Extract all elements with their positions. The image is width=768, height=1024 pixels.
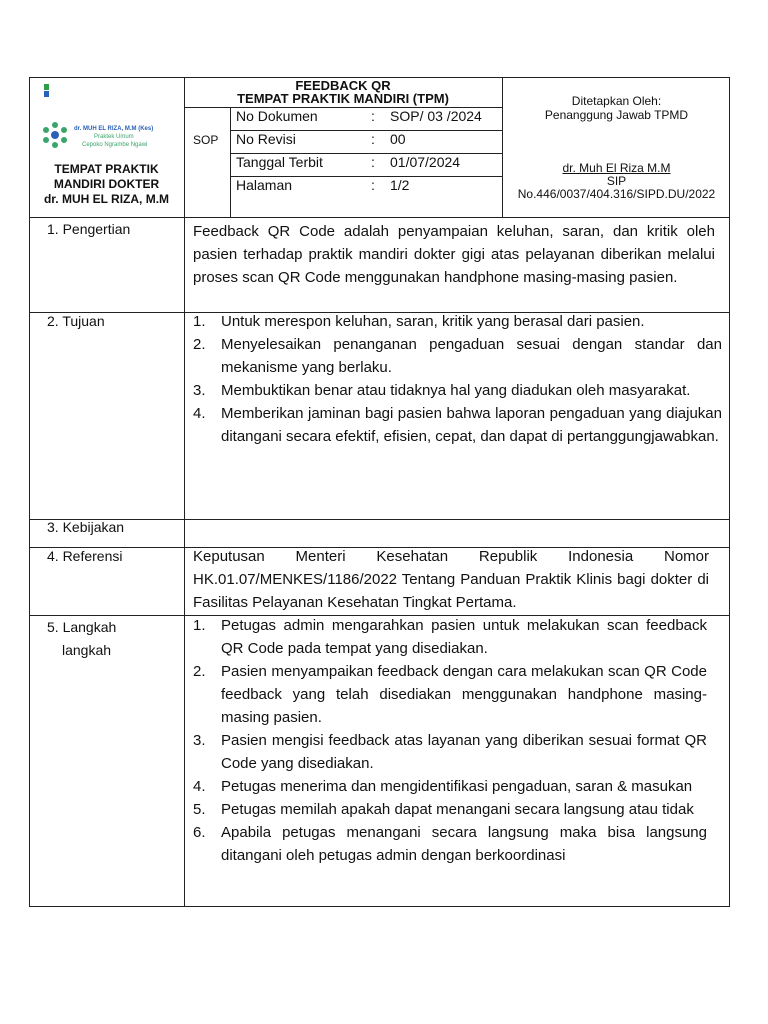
- approval-sip-label: SIP: [606, 174, 627, 188]
- list-item: [185, 333, 722, 379]
- list-item: [185, 798, 707, 821]
- list-item-text: Membuktikan benar atau tidaknya hal yang diadukan oleh masyarakat.: [221, 382, 691, 399]
- approval-line-2: Penanggung Jawab TPMD: [544, 108, 689, 122]
- sop-label: SOP: [193, 133, 219, 147]
- list-item-text: Petugas memilah apakah dapat menangani secara langsung atau tidak: [221, 801, 694, 818]
- list-item-text: Pasien mengisi feedback atas layanan yang diberikan sesuai format QR Code yang disediakan.: [221, 732, 707, 772]
- list-item-number: 1.: [193, 313, 206, 330]
- section-text-referensi: Keputusan Menteri Kesehatan Republik Indonesia Nomor HK.01.07/MENKES/1186/2022 Tentang Panduan Praktik Klinis bagi dokter di Fasilitas Pelayanan Kesehatan Tingkat Pertama.: [193, 548, 709, 611]
- list-item-text: Petugas admin mengarahkan pasien untuk melakukan scan feedback QR Code pada tempat yang disediakan.: [221, 617, 707, 657]
- clinic-logo-icon: [40, 120, 70, 150]
- approval-name: dr. Muh El Riza M.M: [562, 161, 671, 175]
- section-label-langkah: [47, 616, 116, 662]
- meta-value-no-dokumen: SOP/ 03 /2024: [390, 108, 482, 124]
- meta-value-no-revisi: 00: [390, 131, 406, 147]
- approval-signatory: [503, 162, 730, 201]
- list-item-number: 2.: [193, 663, 206, 680]
- langkah-label-line-1: 5. Langkah: [47, 619, 117, 635]
- section-label-pengertian: 1. Pengertian: [47, 221, 131, 237]
- logo-caption: [74, 125, 153, 149]
- approval-sip-number: No.446/0037/404.316/SIPD.DU/2022: [517, 187, 716, 201]
- meta-sep: :: [371, 108, 375, 124]
- section-text-pengertian: Feedback QR Code adalah penyampaian keluhan, saran, dan kritik oleh pasien terhadap praktik mandiri dokter gigi atas pelayanan diberikan melalui proses scan QR Code menggunakan handphone masing-masing pasien.: [193, 223, 715, 286]
- tujuan-list: [185, 310, 722, 448]
- sop-divider: [230, 107, 231, 217]
- meta-sep: :: [371, 131, 375, 147]
- list-item: [185, 379, 722, 402]
- meta-key-no-revisi: No Revisi: [236, 131, 296, 147]
- list-item: [185, 821, 707, 867]
- section-label-kebijakan: 3. Kebijakan: [47, 519, 125, 535]
- langkah-label-line-2: langkah: [62, 642, 112, 658]
- list-item-number: 3.: [193, 382, 206, 399]
- list-item-text: Pasien menyampaikan feedback dengan cara melakukan scan QR Code feedback yang telah disediakan menggunakan handphone masing-masing pasien.: [221, 663, 707, 726]
- list-item: [185, 660, 707, 729]
- logo-caption-line3: Cepoko Ngrambe Ngawi: [82, 142, 148, 148]
- meta-value-halaman: 1/2: [390, 177, 410, 193]
- list-item-number: 4.: [193, 778, 206, 795]
- meta-sep: :: [371, 154, 375, 170]
- section-label-referensi: 4. Referensi: [47, 548, 123, 564]
- logo-flag-icon: [44, 84, 49, 97]
- document-title: [184, 79, 502, 105]
- org-line-2: MANDIRI DOKTER: [53, 177, 160, 191]
- approval-line-1: Ditetapkan Oleh:: [571, 94, 662, 108]
- list-item-text: Petugas menerima dan mengidentifikasi pengaduan, saran & masukan: [221, 778, 693, 795]
- logo-caption-line1: dr. MUH EL RIZA, M.M (Kes): [74, 126, 154, 132]
- list-item: [185, 402, 722, 448]
- logo-caption-line2: Praktek Umum: [94, 134, 134, 140]
- meta-key-no-dokumen: No Dokumen: [236, 108, 318, 124]
- langkah-list: [185, 614, 707, 906]
- list-item-text: Untuk merespon keluhan, saran, kritik yang berasal dari pasien.: [221, 313, 645, 330]
- title-line-1: FEEDBACK QR: [295, 78, 391, 93]
- list-item-number: 1.: [193, 617, 206, 634]
- list-item: [185, 775, 707, 798]
- meta-value-tanggal-terbit: 01/07/2024: [390, 154, 461, 170]
- title-line-2: TEMPAT PRAKTIK MANDIRI (TPM): [237, 91, 449, 106]
- list-item-number: 4.: [193, 405, 206, 422]
- list-item-number: 6.: [193, 824, 206, 841]
- org-line-3: dr. MUH EL RIZA, M.M: [43, 192, 170, 206]
- org-line-1: TEMPAT PRAKTIK: [54, 162, 159, 176]
- section-divider-kebijakan: [29, 519, 730, 520]
- meta-sep: :: [371, 177, 375, 193]
- meta-key-tanggal-terbit: Tanggal Terbit: [236, 154, 323, 170]
- header-bottom-divider: [29, 217, 730, 218]
- list-item: [185, 310, 722, 333]
- section-label-tujuan: 2. Tujuan: [47, 313, 105, 329]
- organization-name: [29, 162, 184, 207]
- list-item: [185, 614, 707, 660]
- list-item-number: 3.: [193, 732, 206, 749]
- list-item: [185, 729, 707, 775]
- list-item-text: Menyelesaikan penanganan pengaduan sesuai dengan standar dan mekanisme yang berlaku.: [221, 336, 722, 376]
- list-item-number: 2.: [193, 336, 206, 353]
- meta-key-halaman: Halaman: [236, 177, 293, 193]
- list-item-text: Apabila petugas menangani secara langsung maka bisa langsung ditangani oleh petugas admin dengan berkoordinasi: [221, 824, 707, 864]
- list-item-number: 5.: [193, 801, 206, 818]
- approval-block: [503, 94, 730, 122]
- list-item-text: Memberikan jaminan bagi pasien bahwa laporan pengaduan yang diajukan ditangani secara efektif, efisien, cepat, dan dapat di pertanggungjawabkan.: [221, 405, 722, 445]
